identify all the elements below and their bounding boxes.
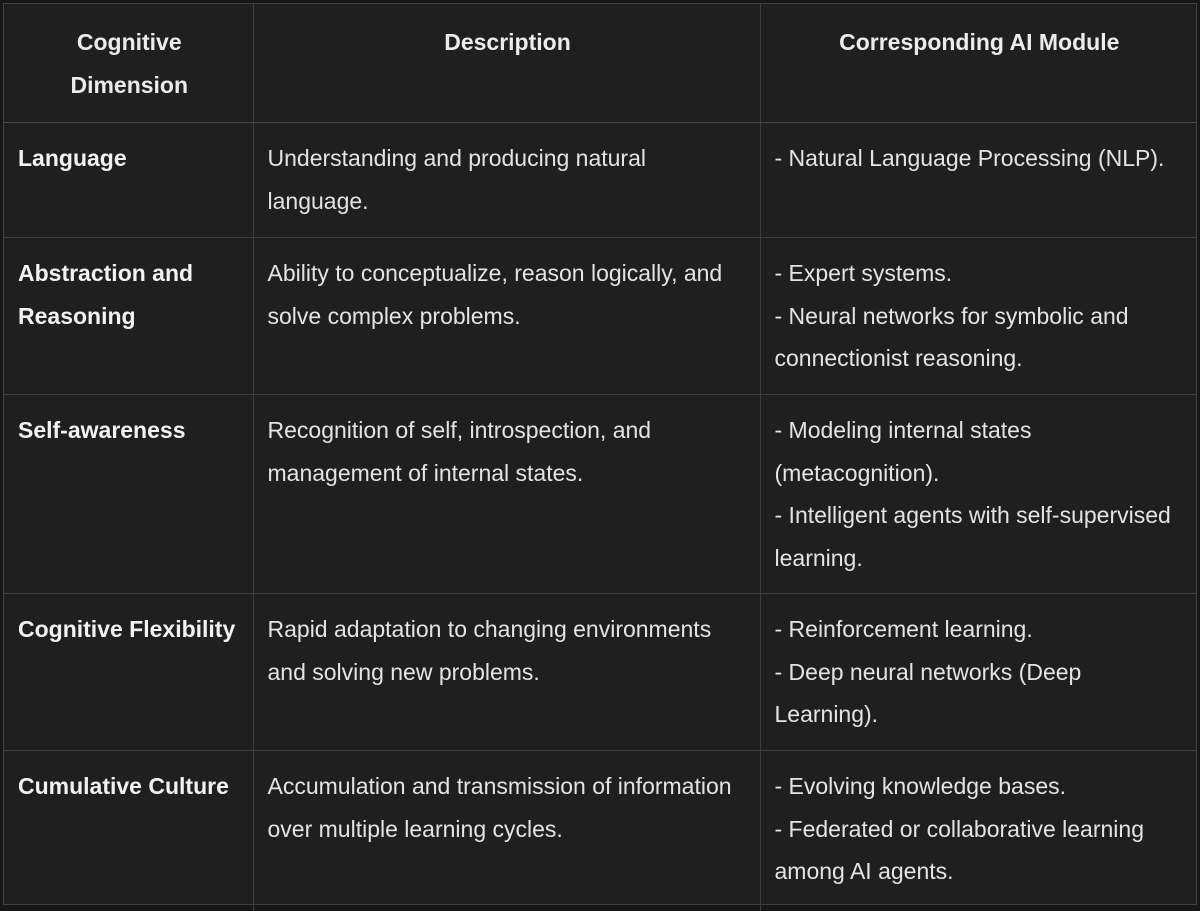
module-cell [760, 123, 1196, 238]
dimension-cell: Self-awareness [4, 395, 253, 594]
module-item: - Neural networks for symbolic and connectionist reasoning. [774, 302, 1129, 371]
description-cell: Rapid adaptation to changing environments and solving new problems. [253, 594, 760, 751]
dimension-cell: Cumulative Culture [4, 751, 253, 911]
cognitive-ai-table [4, 4, 1196, 911]
module-item: - Federated or collaborative learning among AI agents. [774, 815, 1144, 884]
module-item: - Modeling internal states (metacognition). [774, 417, 1032, 486]
dimension-cell: Abstraction and Reasoning [4, 238, 253, 395]
header-description: Description [253, 4, 760, 123]
module-cell [760, 395, 1196, 594]
header-dimension-line1: Cognitive [76, 29, 182, 55]
header-cognitive-dimension [4, 4, 253, 123]
header-row [4, 4, 1196, 123]
module-cell [760, 594, 1196, 751]
module-item: - Deep neural networks (Deep Learning). [774, 658, 1082, 727]
table-row [4, 594, 1196, 751]
description-cell: Accumulation and transmission of information over multiple learning cycles. [253, 751, 760, 911]
module-item: - Evolving knowledge bases. [774, 773, 1066, 799]
table-row [4, 395, 1196, 594]
table-row [4, 123, 1196, 238]
module-item: - Expert systems. [774, 260, 953, 286]
cognitive-ai-table-container [3, 3, 1197, 905]
module-item: - Intelligent agents with self-supervised learning. [774, 502, 1171, 571]
module-cell [760, 751, 1196, 911]
table-row [4, 751, 1196, 911]
module-cell [760, 238, 1196, 395]
description-cell: Recognition of self, introspection, and management of internal states. [253, 395, 760, 594]
header-dimension-line2: Dimension [70, 71, 189, 98]
table-row [4, 238, 1196, 395]
header-corresponding-ai-module: Corresponding AI Module [760, 4, 1196, 123]
module-item: - Reinforcement learning. [774, 616, 1033, 642]
dimension-cell: Language [4, 123, 253, 238]
description-cell: Understanding and producing natural language. [253, 123, 760, 238]
dimension-cell: Cognitive Flexibility [4, 594, 253, 751]
table-header [4, 4, 1196, 123]
description-cell: Ability to conceptualize, reason logically, and solve complex problems. [253, 238, 760, 395]
table-body [4, 123, 1196, 911]
module-item: - Natural Language Processing (NLP). [774, 145, 1165, 171]
